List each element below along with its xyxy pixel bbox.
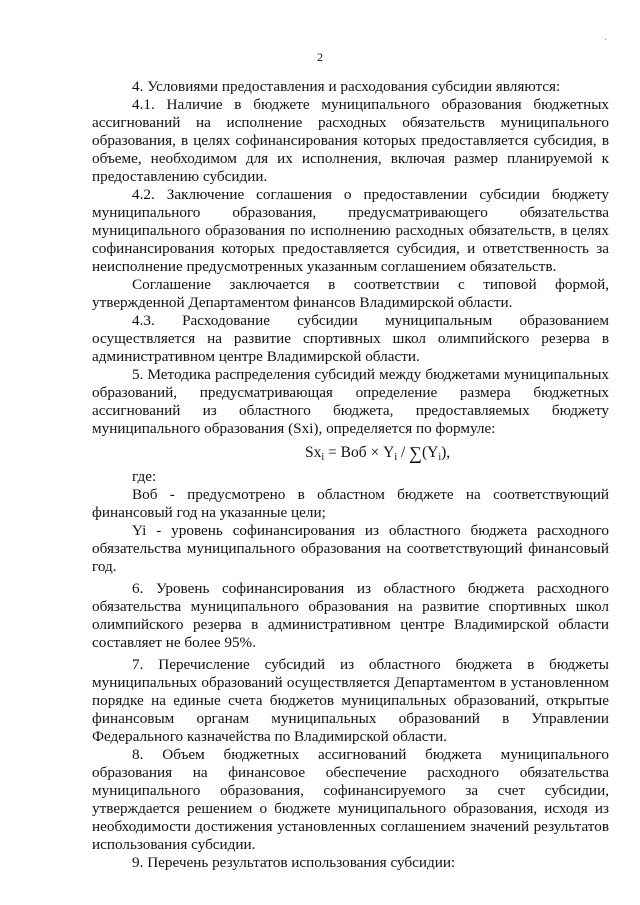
- formula-subscript: i: [438, 452, 442, 463]
- formula-subscript: i: [394, 452, 398, 463]
- paragraph-6: 6. Уровень софинансирования из областного бюджета расходного обязательства муниципального образования на развитие спортивных школ олимпийского резерва в административном центре Владимирской области составляет не более 95%.: [92, 580, 609, 651]
- formula-paren-open: (Y: [422, 444, 439, 461]
- formula-subscript: i: [321, 452, 325, 463]
- paragraph-9: 9. Перечень результатов использования субсидии:: [132, 854, 456, 871]
- distribution-formula: [92, 440, 609, 466]
- formula-slash: /: [397, 444, 410, 461]
- formula-paren-close: ),: [441, 444, 451, 461]
- corner-mark: ·: [604, 35, 608, 46]
- paragraph-agreement: Соглашение заключается в соответствии с типовой формой, утвержденной Департаментом финансов Владимирской области.: [92, 276, 609, 311]
- document-body: [92, 78, 609, 872]
- paragraph-8: 8. Объем бюджетных ассигнований бюджета муниципального образования на финансовое обеспечение расходного обязательства муниципального образования, софинансируемого за счет субсидии, утверждается решением о бюджете муниципального образования, исходя из необходимости достижения установленных соглашением значений результатов использования субсидии.: [92, 746, 609, 853]
- definition-vob: Воб - предусмотрено в областном бюджете на соответствующий финансовый год на указанные цели;: [92, 486, 609, 521]
- page-number: 2: [317, 50, 323, 64]
- formula-middle: = Воб × Y: [324, 444, 395, 461]
- formula-lhs: Sx: [305, 444, 322, 461]
- paragraph-4: 4. Условиями предоставления и расходования субсидии являются:: [132, 78, 561, 95]
- sum-symbol: ∑: [409, 443, 422, 463]
- paragraph-4-2: 4.2. Заключение соглашения о предоставлении субсидии бюджету муниципального образования, предусматривающего обязательства муниципального образования по исполнению расходных обязательств, в целях софинансирования которых предоставляется субсидия, и ответственность за неисполнение предусмотренных указанным соглашением обязательств.: [92, 186, 609, 275]
- paragraph-4-1: 4.1. Наличие в бюджете муниципального образования бюджетных ассигнований на исполнение расходных обязательств муниципального образования, в целях софинансирования которых предоставляется субсидия, в объеме, необходимом для их исполнения, включая размер планируемой к предоставлению субсидии.: [92, 96, 609, 185]
- paragraph-7: 7. Перечисление субсидий из областного бюджета в бюджеты муниципальных образований осуществляется Департаментом в установленном порядке на единые счета бюджетов муниципальных образований, открытые финансовым органам муниципальных образований в Управлении Федерального казначейства по Владимирской области.: [92, 656, 609, 745]
- paragraph-4-3: 4.3. Расходование субсидии муниципальным образованием осуществляется на развитие спортивных школ олимпийского резерва в административном центре Владимирской области.: [92, 312, 609, 365]
- paragraph-5: 5. Методика распределения субсидий между бюджетами муниципальных образований, предусматривающая определение размера бюджетных ассигнований из областного бюджета, предоставляемых бюджету муниципального образования (Sxi), определяется по формуле:: [92, 366, 609, 437]
- definition-yi: Yi - уровень софинансирования из областного бюджета расходного обязательства муниципального образования на соответствующий финансовый год.: [92, 522, 609, 575]
- where-label: где:: [132, 468, 157, 485]
